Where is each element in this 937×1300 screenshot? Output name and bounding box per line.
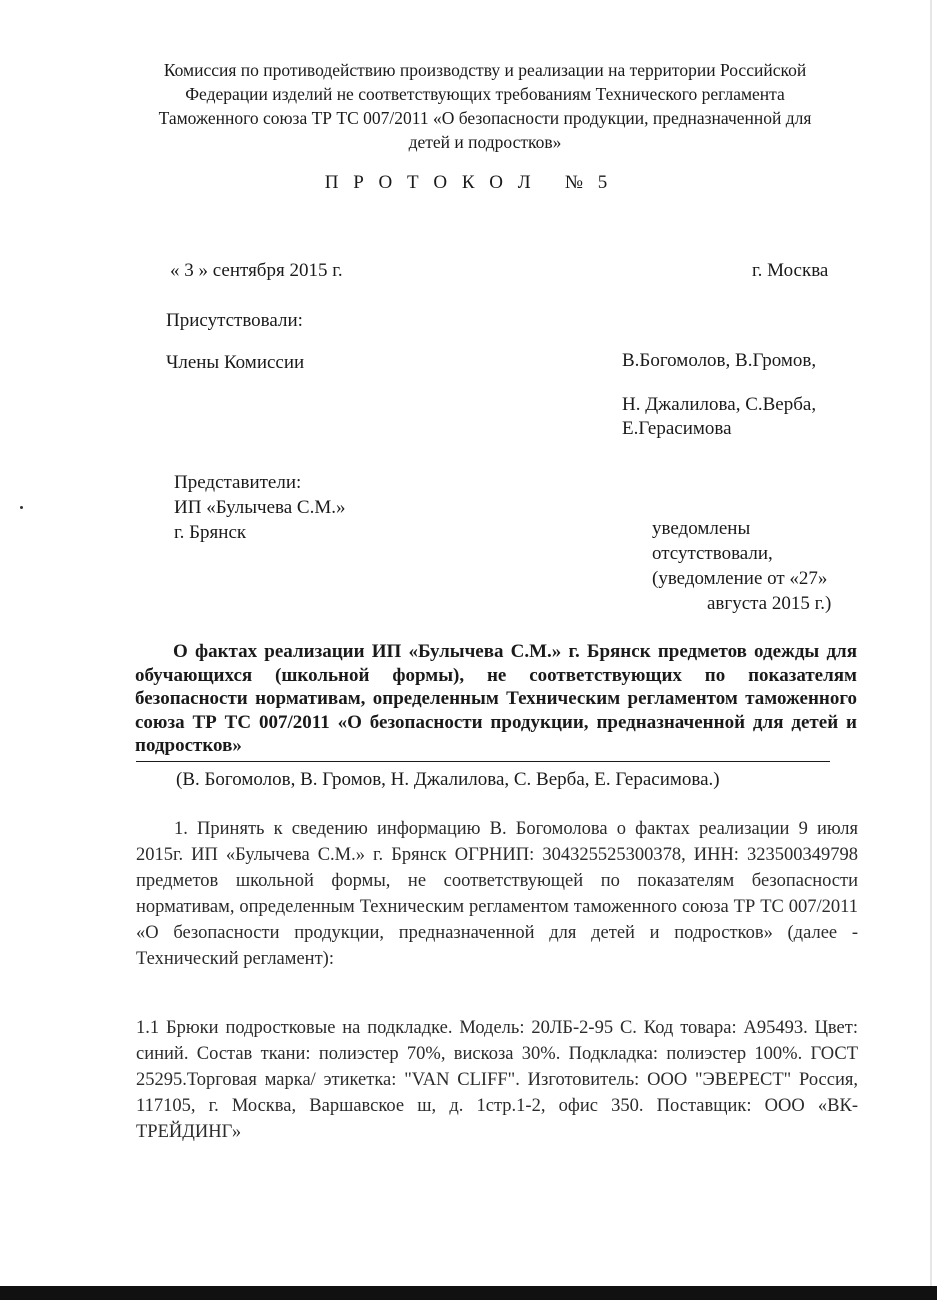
representatives-city: г. Брянск bbox=[174, 522, 247, 543]
representatives-label: Представители: bbox=[174, 472, 302, 493]
heading-underline bbox=[136, 761, 830, 762]
notice-date: августа 2015 г.) bbox=[707, 593, 832, 614]
header-line: Таможенного союза ТР ТС 007/2011 «О безопасности продукции, предназначенной для bbox=[158, 108, 812, 128]
present-label: Присутствовали: bbox=[166, 310, 303, 331]
protocol-date: « 3 » сентября 2015 г. bbox=[170, 260, 343, 281]
scan-bottom-edge bbox=[0, 1286, 937, 1300]
member-names: Н. Джалилова, С.Верба, bbox=[622, 394, 817, 415]
item-paragraph: 1.1 Брюки подростковые на подкладке. Модель: 20ЛБ-2-95 С. Код товара: А95493. Цвет: синий. Состав ткани: полиэстер 70%, вискоза 30%. Подкладка: полиэстер 100%. ГОСТ 25295.Торговая марка/ этикетка: "VAN CLIFF". Изготовитель: ООО "ЭВЕРЕСТ" Россия, 117105, г. Москва, Варшавское ш, д. 1стр.1-2, офис 350. Поставщик: ООО «ВК-ТРЕЙДИНГ» bbox=[136, 1018, 858, 1142]
agenda-heading: О фактах реализации ИП «Булычева С.М.» г. Брянск предметов одежды для обучающихся (школьной формы), не соответствующих по показателям безопасности нормативам, определенным Техническим регламентом таможенного союза ТР ТС 007/2011 «О безопасности продукции, предназначенной для детей и подростков» bbox=[135, 641, 857, 756]
members-label: Члены Комиссии bbox=[166, 352, 305, 373]
representatives-org: ИП «Булычева С.М.» bbox=[174, 497, 346, 518]
speakers-list: (В. Богомолов, В. Громов, Н. Джалилова, С. Верба, Е. Герасимова.) bbox=[176, 769, 720, 790]
header-line: Федерации изделий не соответствующих требованиям Технического регламента bbox=[185, 84, 785, 104]
scan-speck bbox=[20, 506, 23, 509]
protocol-title: П Р О Т О К О Л № 5 bbox=[324, 172, 613, 193]
protocol-city: г. Москва bbox=[752, 260, 829, 281]
member-names: В.Богомолов, В.Громов, bbox=[622, 350, 817, 371]
notice-status: отсутствовали, bbox=[652, 543, 773, 564]
notice-date: (уведомление от «27» bbox=[652, 568, 828, 589]
commission-header bbox=[120, 58, 850, 154]
decision-paragraph: 1. Принять к сведению информацию В. Богомолова о фактах реализации 9 июля 2015г. ИП «Булычева С.М.» г. Брянск ОГРНИП: 304325525300378, ИНН: 323500349798 предметов школьной формы, не соответствующей по показателям безопасности нормативам, определенным Техническим регламентом таможенного союза ТР ТС 007/2011 «О безопасности продукции, предназначенной для детей и подростков» (далее - Технический регламент): bbox=[136, 819, 858, 969]
header-line: Комиссия по противодействию производству и реализации на территории Российской bbox=[163, 60, 807, 80]
header-line: детей и подростков» bbox=[408, 132, 562, 152]
member-names: Е.Герасимова bbox=[622, 418, 732, 439]
notice-status: уведомлены bbox=[652, 518, 751, 539]
